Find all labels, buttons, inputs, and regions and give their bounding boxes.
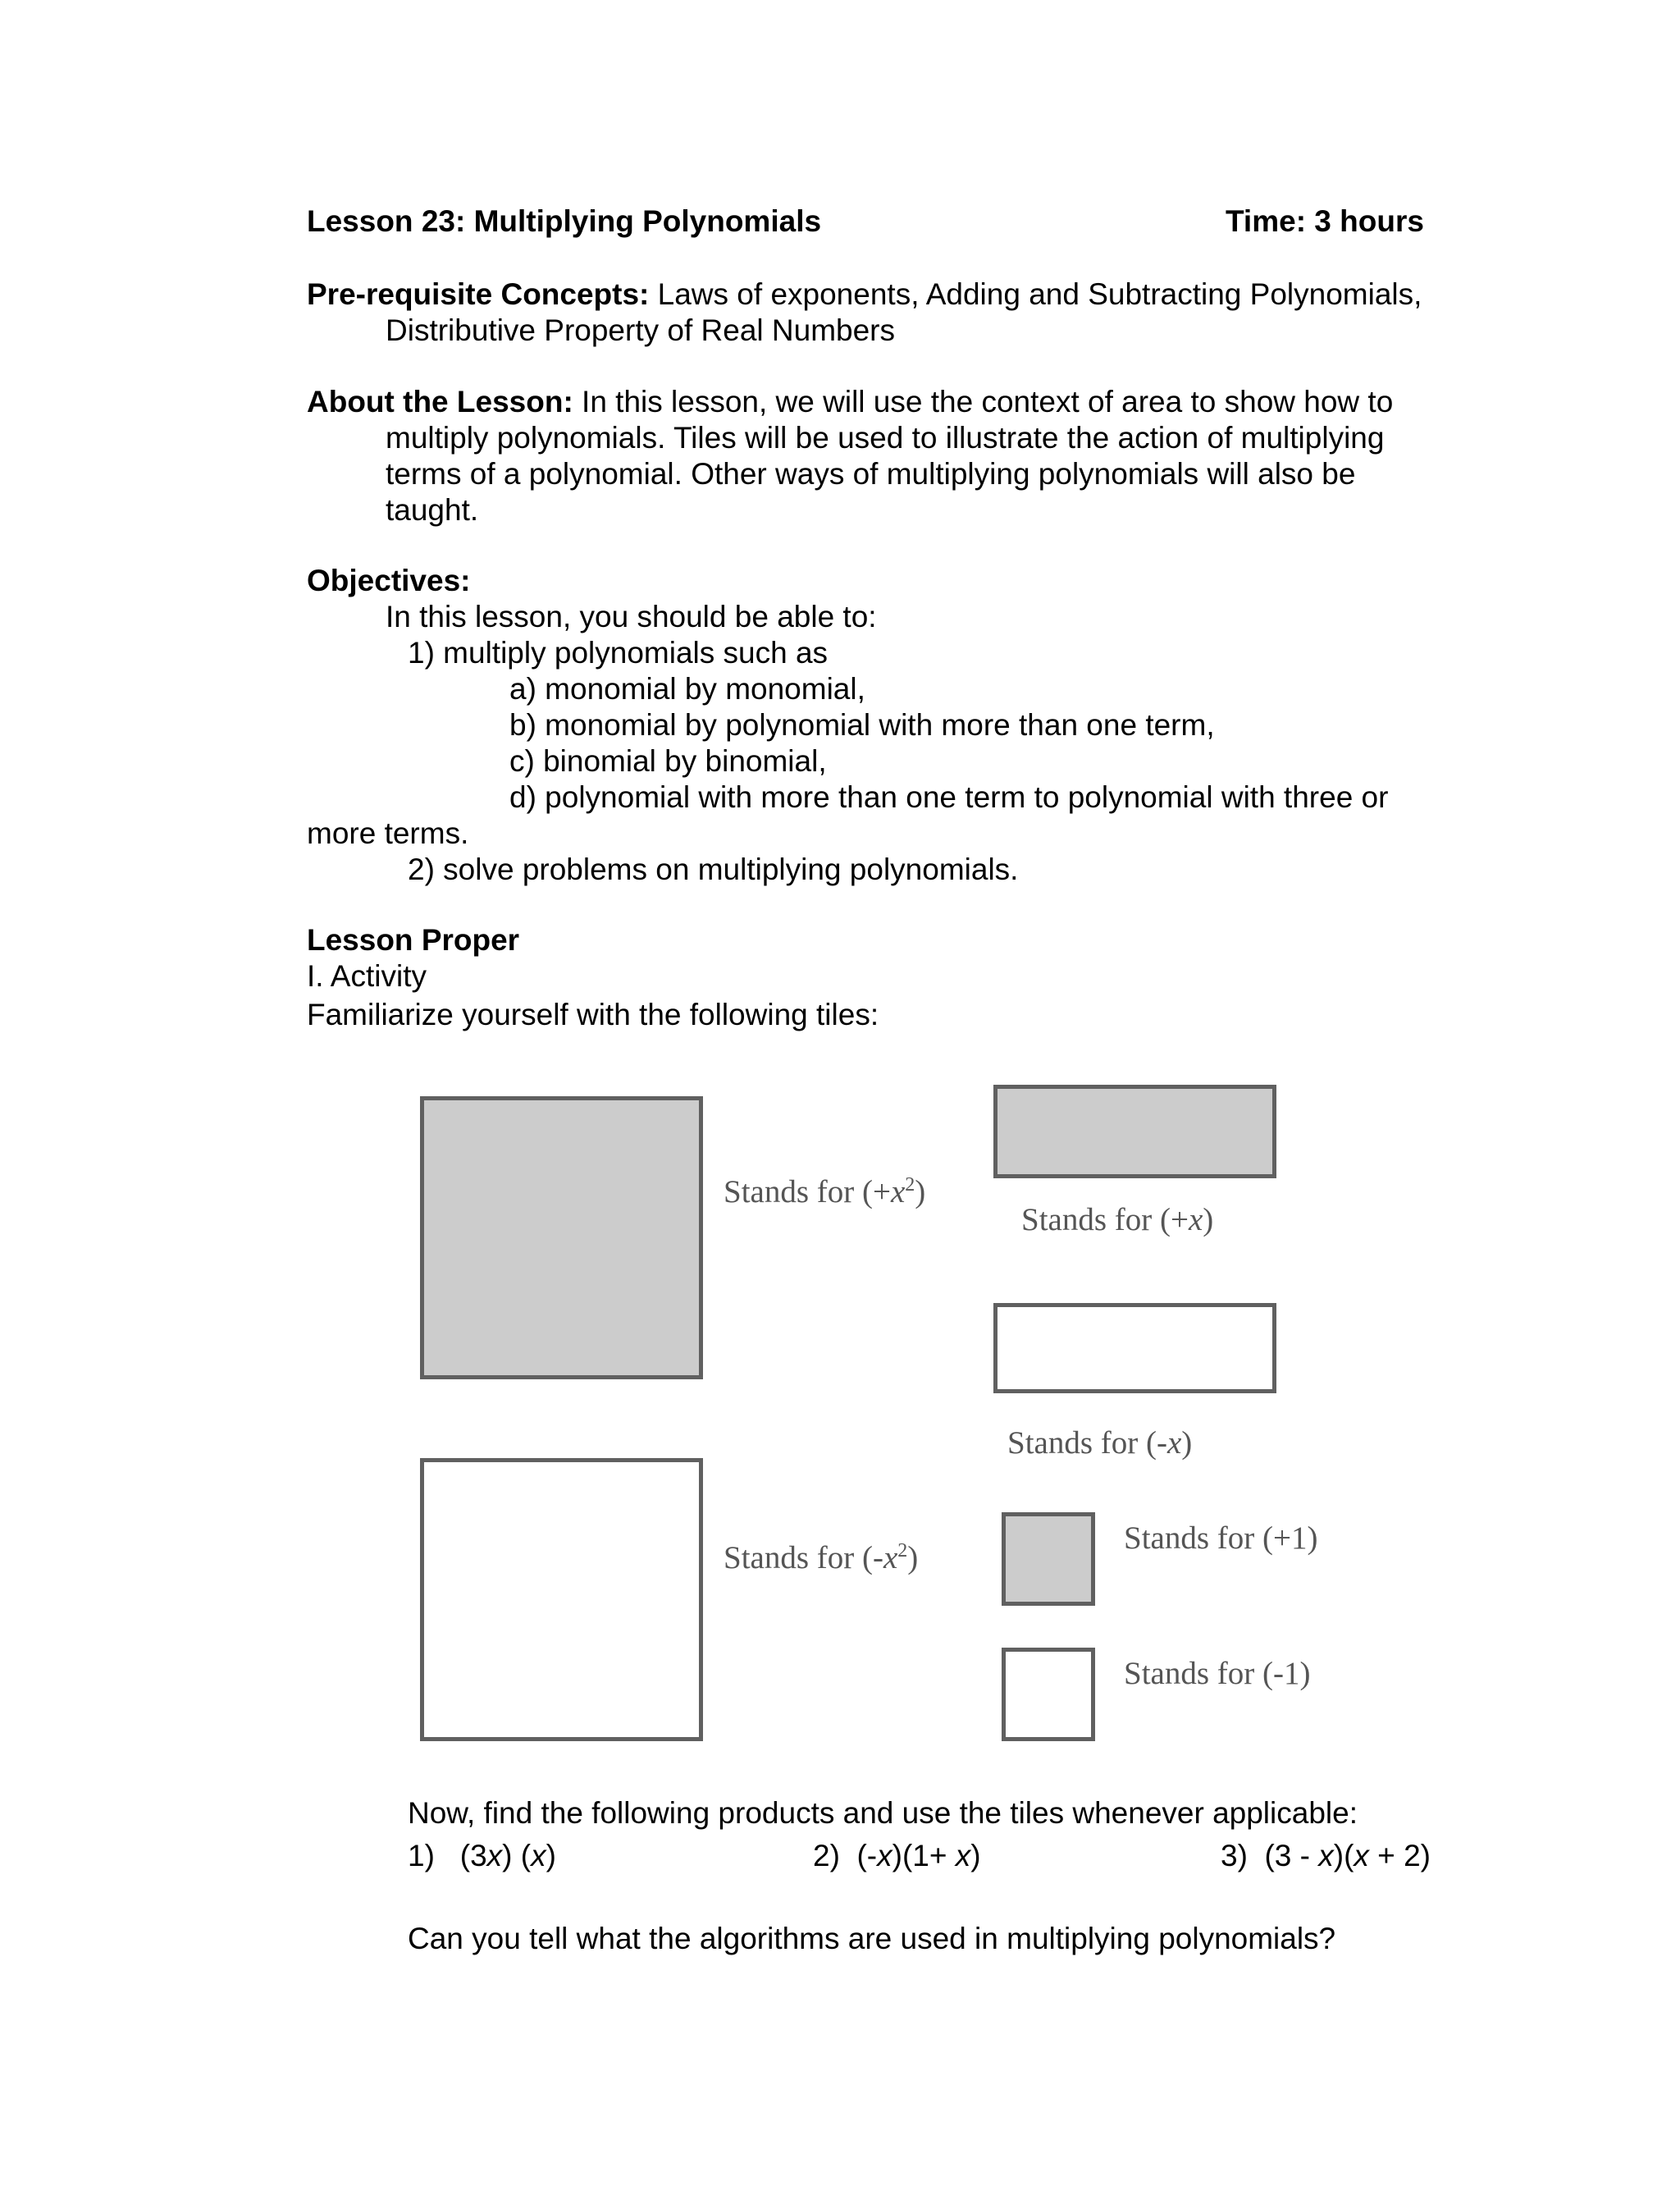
objective-1d-line2: more terms. — [307, 816, 469, 850]
problem-3-a: (3 - — [1264, 1839, 1319, 1872]
activity-heading: I. Activity — [307, 959, 427, 993]
problem-1-e: ) — [546, 1839, 556, 1872]
problem-2-d: x — [955, 1839, 971, 1872]
label-x-neg-var: x — [1166, 1425, 1182, 1461]
about-line3: terms of a polynomial. Other ways of multiplying polynomials will also be — [386, 457, 1356, 491]
about-line4: taught. — [386, 493, 479, 527]
tile-x-negative — [993, 1303, 1276, 1393]
problem-1-b: x — [486, 1839, 503, 1872]
problem-1-a: (3 — [459, 1839, 487, 1872]
objectives-heading: Objectives: — [307, 564, 471, 597]
problem-1 — [408, 1838, 556, 1874]
about-text1: In this lesson, we will use the context of area to show how to — [573, 385, 1394, 418]
label-x-squared-negative — [724, 1539, 918, 1577]
tile-one-positive — [1002, 1512, 1095, 1606]
problem-3-number: 3) — [1221, 1839, 1248, 1872]
lesson-proper-heading: Lesson Proper — [307, 923, 520, 957]
label-x-pos-close: ) — [1203, 1202, 1214, 1237]
lesson-time: Time: 3 hours — [1226, 204, 1424, 238]
tile-x-positive — [993, 1085, 1276, 1178]
about-label: About the Lesson: — [307, 385, 573, 418]
problem-3-c: )( — [1333, 1839, 1354, 1872]
problem-1-number: 1) — [408, 1839, 435, 1872]
algorithm-question: Can you tell what the algorithms are used in multiplying polynomials? — [408, 1922, 1336, 1955]
problem-2 — [813, 1838, 981, 1874]
label-x-negative — [1007, 1424, 1192, 1462]
label-x2-pos-prefix: Stands for (+ — [724, 1174, 891, 1209]
label-x2-neg-var: x — [883, 1540, 898, 1575]
objectives-intro: In this lesson, you should be able to: — [386, 600, 877, 633]
problem-1-d: x — [531, 1839, 546, 1872]
about-line2: multiply polynomials. Tiles will be used to illustrate the action of multiplying — [386, 421, 1385, 455]
objective-1: 1) multiply polynomials such as — [408, 636, 829, 670]
tile-x-squared-positive — [420, 1096, 703, 1379]
label-x2-neg-prefix: Stands for (- — [724, 1540, 883, 1575]
label-x-positive — [1021, 1201, 1213, 1239]
problem-3-d: x — [1354, 1839, 1369, 1872]
problem-2-b: x — [877, 1839, 892, 1872]
problem-1-c: ) ( — [502, 1839, 532, 1872]
problem-2-c: )(1+ — [892, 1839, 956, 1872]
tile-x-squared-negative — [420, 1458, 703, 1741]
problem-3 — [1221, 1838, 1431, 1874]
problem-3-e: + 2) — [1368, 1839, 1431, 1872]
problem-2-number: 2) — [813, 1839, 840, 1872]
tile-one-negative — [1002, 1648, 1095, 1741]
problem-2-a: (- — [856, 1839, 878, 1872]
prerequisites-label: Pre-requisite Concepts: — [307, 277, 650, 311]
problem-2-e: ) — [970, 1839, 981, 1872]
exercise-instruction: Now, find the following products and use the tiles whenever applicable: — [408, 1796, 1358, 1830]
activity-instruction: Familiarize yourself with the following tiles: — [307, 998, 879, 1031]
label-x2-pos-exp: 2 — [905, 1174, 915, 1196]
label-x-pos-prefix: Stands for (+ — [1021, 1202, 1189, 1237]
label-x-pos-var: x — [1188, 1202, 1203, 1237]
objective-1b: b) monomial by polynomial with more than one term, — [509, 708, 1215, 742]
label-one-positive: Stands for (+1) — [1124, 1520, 1318, 1556]
objective-2: 2) solve problems on multiplying polynomials. — [408, 853, 1019, 886]
objective-1c: c) binomial by binomial, — [509, 744, 827, 778]
label-x2-neg-exp: 2 — [897, 1540, 908, 1561]
label-x-neg-prefix: Stands for (- — [1007, 1425, 1167, 1461]
prerequisites-text1: Laws of exponents, Adding and Subtracting Polynomials, — [649, 277, 1422, 311]
objective-1d-line1: d) polynomial with more than one term to polynomial with three or — [509, 780, 1389, 814]
label-x2-neg-close: ) — [907, 1540, 919, 1575]
label-x2-pos-var: x — [890, 1174, 906, 1209]
prerequisites-line2: Distributive Property of Real Numbers — [386, 313, 895, 347]
objective-1a: a) monomial by monomial, — [509, 672, 865, 706]
problem-3-b: x — [1318, 1839, 1334, 1872]
label-x-squared-positive — [724, 1173, 925, 1211]
label-one-negative: Stands for (-1) — [1124, 1656, 1311, 1691]
label-x2-pos-close: ) — [915, 1174, 926, 1209]
lesson-title: Lesson 23: Multiplying Polynomials — [307, 204, 822, 238]
about-line1 — [307, 384, 1393, 420]
label-x-neg-close: ) — [1181, 1425, 1193, 1461]
prerequisites-line1 — [307, 277, 1422, 313]
